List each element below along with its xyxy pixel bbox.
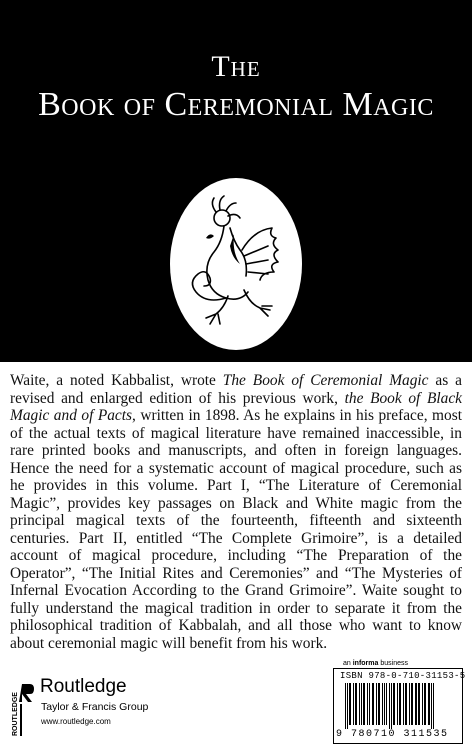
barcode-digits: 9 780710 311535 xyxy=(336,729,449,740)
barcode-bar xyxy=(359,683,360,725)
informa-prefix: an xyxy=(343,660,353,667)
barcode-bar xyxy=(347,683,348,729)
barcode-bar xyxy=(433,683,434,729)
barcode-bar xyxy=(411,683,413,725)
informa-suffix: business xyxy=(378,660,408,667)
barcode-bar xyxy=(355,683,357,725)
informa-brand: informa xyxy=(352,660,379,667)
publisher-url: www.routledge.com xyxy=(41,717,111,726)
barcode-bar xyxy=(428,683,430,725)
isbn-number: ISBN 978-0-710-31153-5 xyxy=(340,671,466,681)
barcode-bar xyxy=(422,683,423,725)
barcode-bar xyxy=(424,683,426,725)
book-title-line2: Book of Ceremonial Magic xyxy=(38,86,434,123)
publisher-name: Routledge xyxy=(40,676,127,697)
blurb-text-2: as a revised and enlarged edition of his previous work, xyxy=(10,372,462,407)
barcode-bar xyxy=(391,683,392,729)
barcode-bar xyxy=(399,683,401,725)
barcode-bar xyxy=(376,683,377,725)
barcode-bar xyxy=(409,683,410,725)
barcode-bar xyxy=(405,683,407,725)
barcode-bar xyxy=(389,683,390,729)
barcode-bar xyxy=(386,683,387,725)
barcode-bar xyxy=(393,683,395,725)
barcode-bar xyxy=(431,683,432,729)
barcode-bar xyxy=(353,683,354,725)
barcode-bar xyxy=(367,683,368,725)
barcode-bars xyxy=(344,683,456,729)
barcode-bar xyxy=(349,683,351,725)
blurb-text-3: , written in 1898. As he explains in his preface, most of the actual texts of magical literature have remained inaccessible, in rare printed books and manuscripts, and often in foreign languages. Hence the need for a systematic account of magical procedure, such as he provides in this volume. Part I, “The Literature of Ceremonial Magic”, provides key passages on Black and White magic from the principal magical texts of the fourteenth, fifteenth and sixteenth centuries. Part II, entitled “The Complete Grimoire”, is a detailed account of magical procedure, including “The Preparation of the Operator”, “The Initial Rites and Ceremonies” and “The Mysteries of Infernal Evocation According to the Grand Grimoire”. Waite sought to fully understand the magical tradition in order to separate it from the philosophical tradition of Kabbalah, and all those who want to know about ceremonial magic will benefit from his work. xyxy=(10,407,462,652)
barcode-bar xyxy=(418,683,420,725)
winged-serpent-creature-icon xyxy=(170,178,302,350)
blurb-text-1: Waite, a noted Kabbalist, wrote xyxy=(10,372,223,389)
informa-tagline xyxy=(343,660,408,667)
routledge-logo-icon xyxy=(8,678,34,738)
isbn-barcode xyxy=(333,668,466,744)
blurb-title-1: The Book of Ceremonial Magic xyxy=(222,372,429,389)
blurb-title-2: the Book of Black Magic and of Pacts xyxy=(10,389,463,424)
barcode-bar xyxy=(403,683,404,725)
routledge-logo-text: ROUTLEDGE xyxy=(12,692,19,736)
barcode-bar xyxy=(363,683,365,725)
illustration-oval xyxy=(170,178,302,350)
back-cover-description xyxy=(10,372,462,652)
barcode-bar xyxy=(372,683,374,725)
barcode-bar xyxy=(384,683,385,725)
barcode-bar xyxy=(397,683,398,725)
cover-image-panel xyxy=(0,0,472,362)
publisher-block xyxy=(8,676,268,740)
book-title-line1: The xyxy=(211,50,261,83)
barcode-bar xyxy=(345,683,346,729)
publisher-group: Taylor & Francis Group xyxy=(41,701,149,713)
barcode-bar xyxy=(378,683,380,725)
barcode-bar xyxy=(369,683,370,725)
barcode-bar xyxy=(415,683,417,725)
barcode-bar xyxy=(382,683,383,725)
barcode-bar xyxy=(361,683,362,725)
